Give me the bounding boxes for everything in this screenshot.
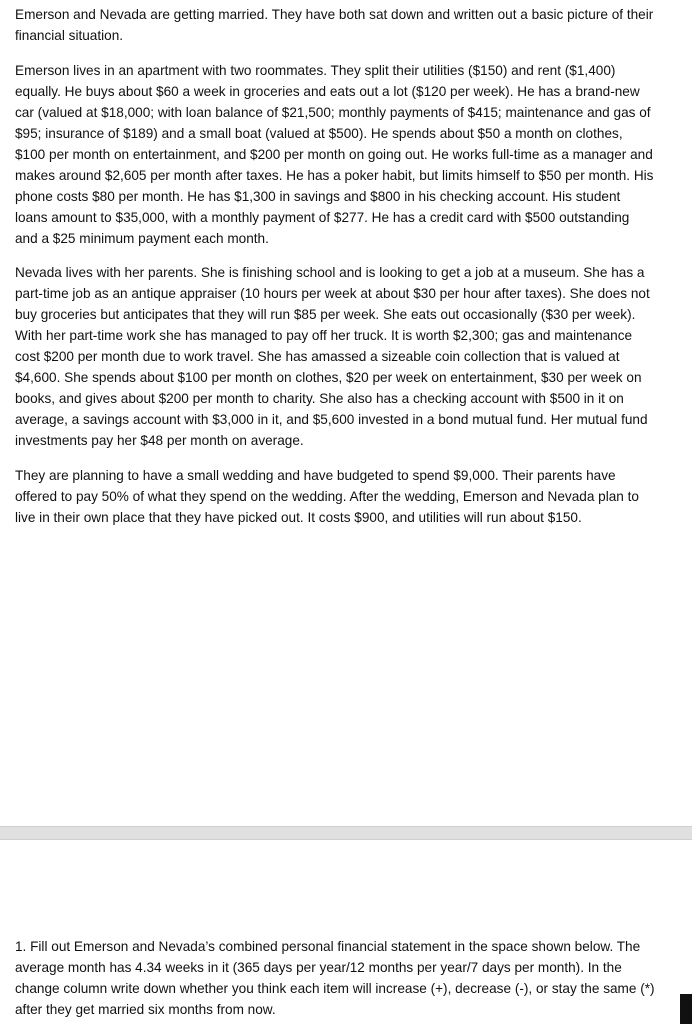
intro-paragraph: Emerson and Nevada are getting married. They have both sat down and written out a basic picture of their financial situation. [15, 7, 654, 43]
scrollbar-handle[interactable] [680, 994, 692, 1024]
wedding-paragraph: They are planning to have a small wedding and have budgeted to spend $9,000. Their parents have offered to pay 50% of what they spend on the wedding. After the wedding, Emerson and Nevada plan to live in their own place that they have picked out. It costs $900, and utilities will run about $150. [15, 468, 639, 525]
question-paragraph: 1. Fill out Emerson and Nevada’s combined personal financial statement in the space shown below. The average month has 4.34 weeks in it (365 days per year/12 months per year/7 days per month). In the change column write down whether you think each item will increase (+), decrease (-), or stay the same (*) after they get married six months from now. [15, 939, 655, 1017]
page-separator [0, 826, 692, 840]
nevada-paragraph: Nevada lives with her parents. She is finishing school and is looking to get a job at a museum. She has a part-time job as an antique appraiser (10 hours per week at about $30 per hour after taxes). She does not buy groceries but anticipates that they will run $85 per week. She eats out occasionally ($30 per week). With her part-time work she has managed to pay off her truck. It is worth $2,300; gas and maintenance cost $200 per month due to work travel. She has amassed a sizeable coin collection that is valued at $4,600. She spends about $100 per month on clothes, $20 per week on entertainment, $30 per week on books, and gives about $200 per month to charity. She also has a checking account with $500 in it on average, a savings account with $3,000 in it, and $5,600 invested in a bond mutual fund. Her mutual fund investments pay her $48 per month on average. [15, 265, 650, 448]
emerson-paragraph: Emerson lives in an apartment with two roommates. They split their utilities ($150) and rent ($1,400) equally. He buys about $60 a week in groceries and eats out a lot ($120 per week). He has a brand-new car (valued at $18,000; with loan balance of $21,500; monthly payments of $415; maintenance and gas of $95; insurance of $189) and a small boat (valued at $500). He spends about $50 a month on clothes, $100 per month on entertainment, and $200 per month on going out. He works full-time as a manager and makes around $2,605 per month after taxes. He has a poker habit, but limits himself to $50 per month. His phone costs $80 per month. He has $1,300 in savings and $800 in his checking account. His student loans amount to $35,000, with a monthly payment of $277. He has a credit card with $500 outstanding and a $25 minimum payment each month. [15, 63, 654, 246]
